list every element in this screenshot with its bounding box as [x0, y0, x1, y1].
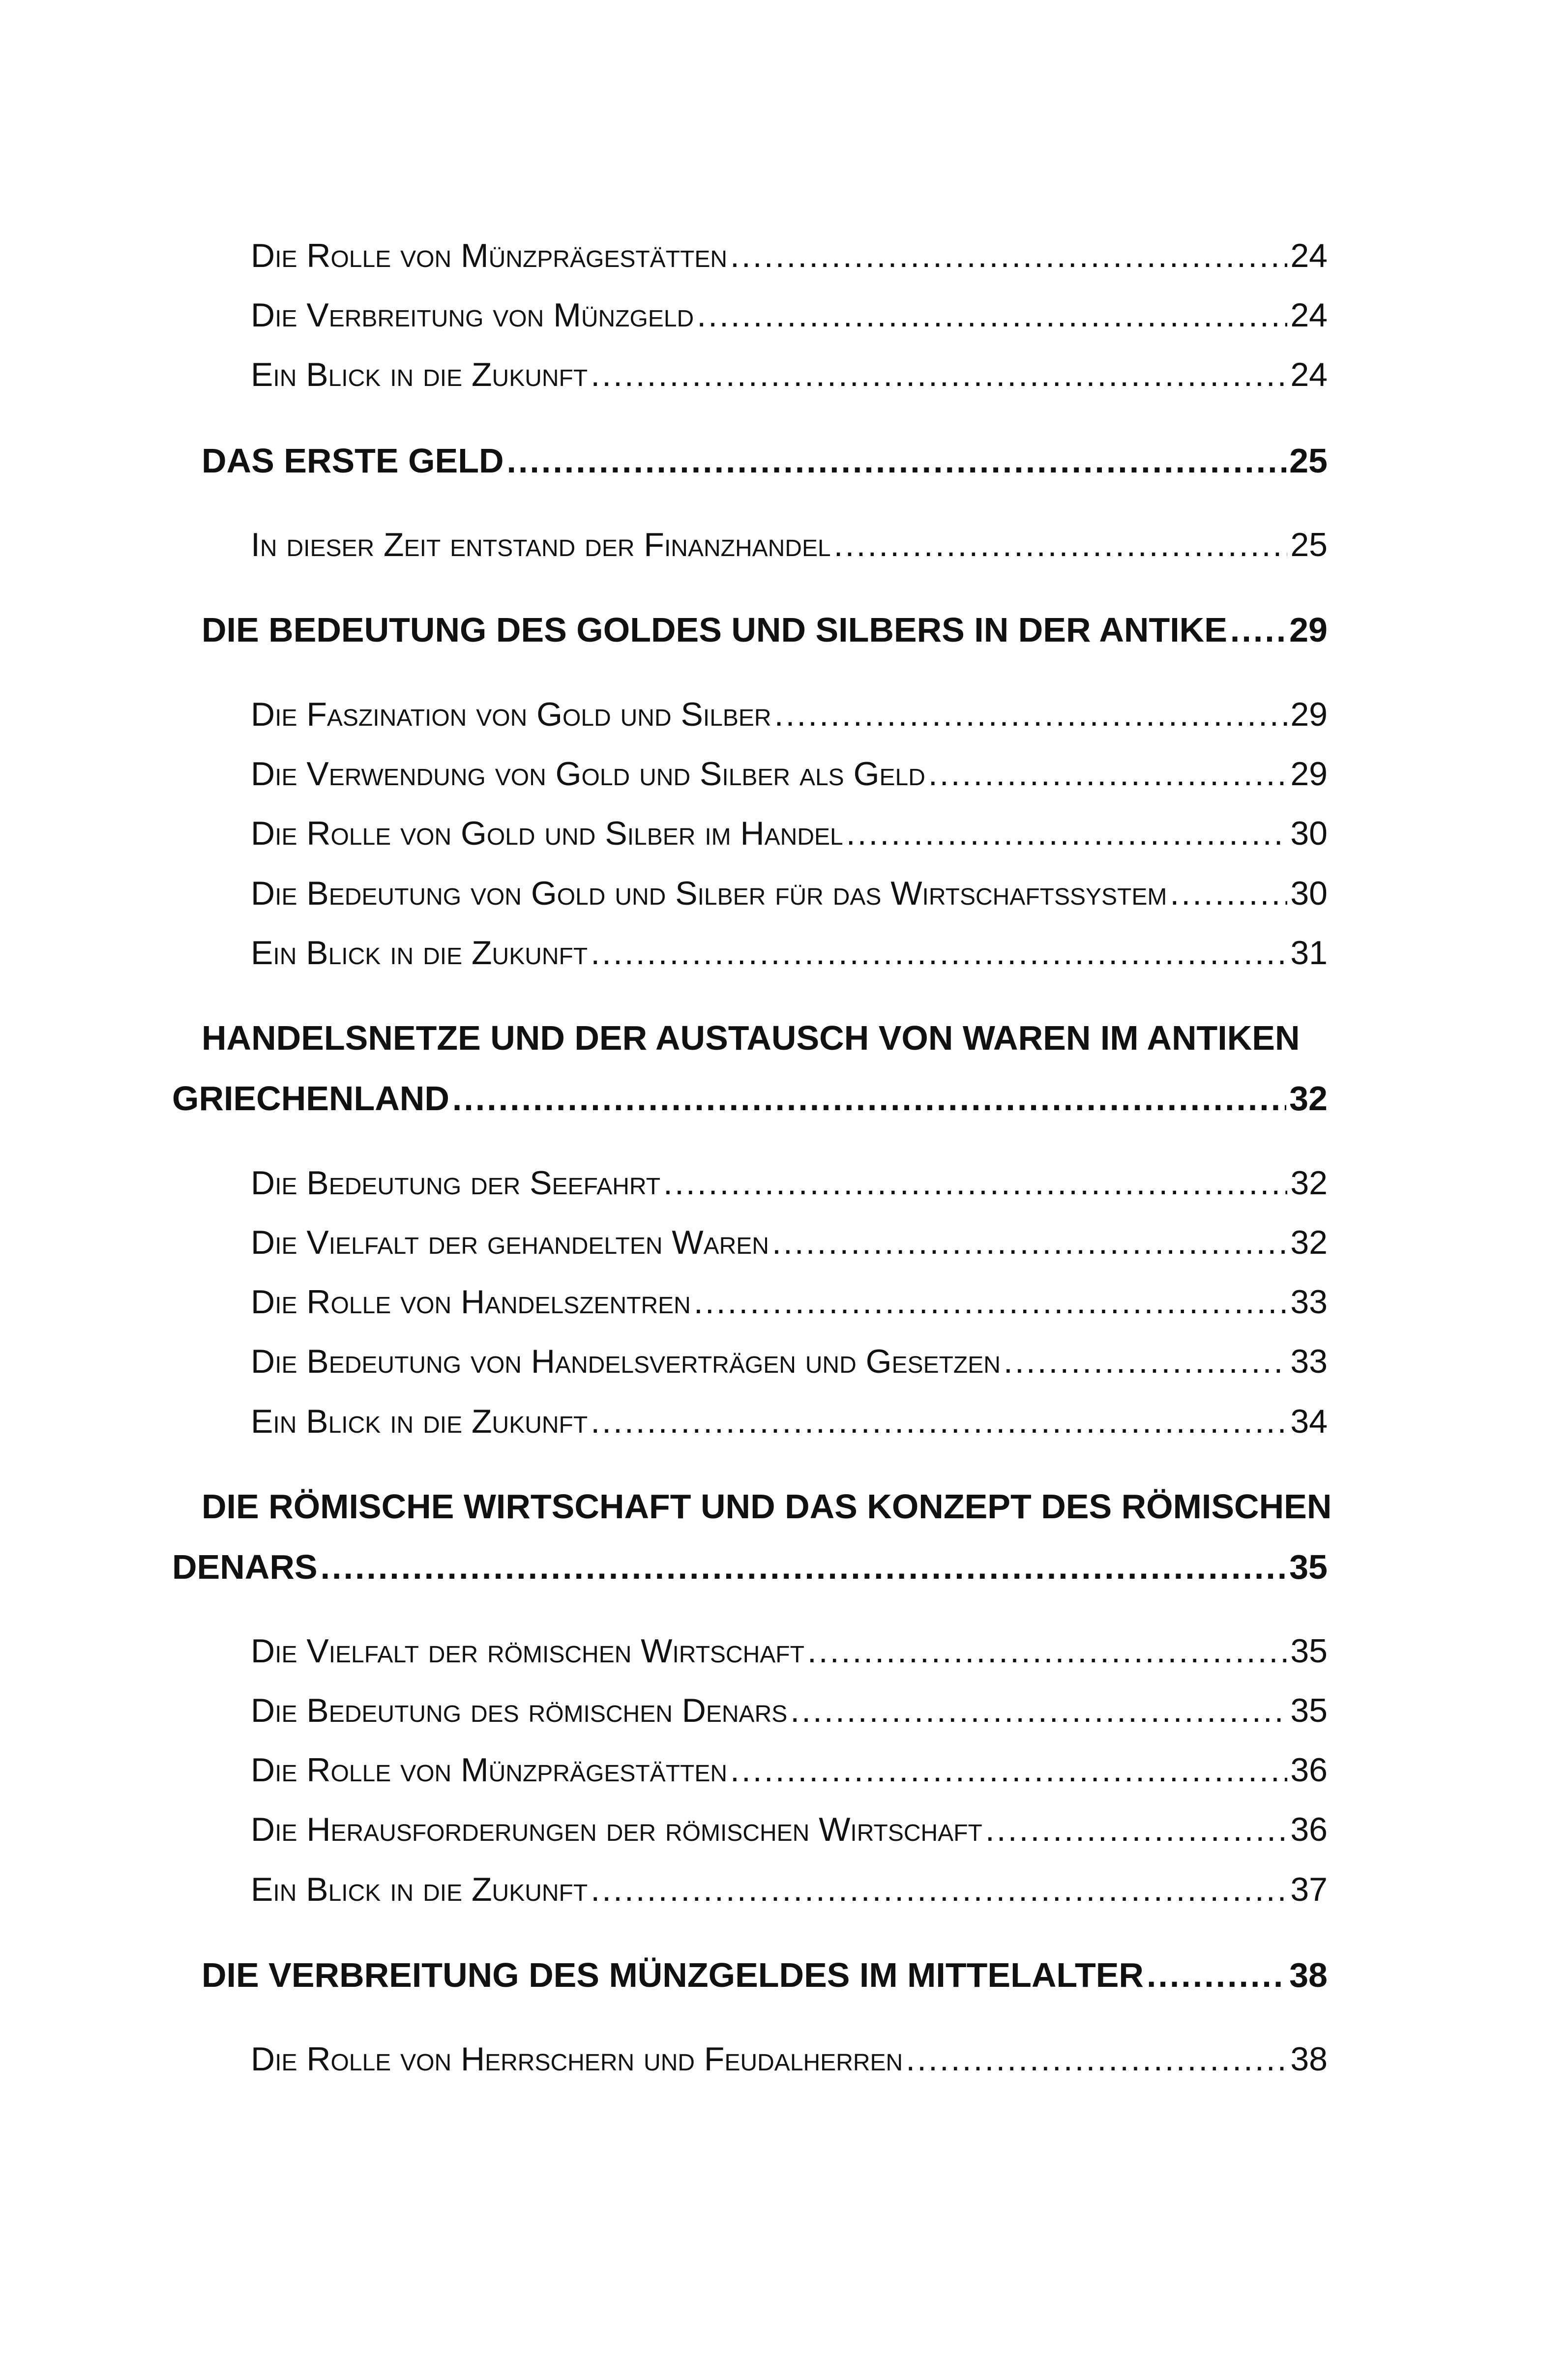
toc-subentry[interactable] — [251, 2037, 1328, 2081]
toc-subentry[interactable] — [251, 1688, 1328, 1733]
dot-leader — [772, 1220, 1287, 1265]
toc-page-number: 30 — [1290, 815, 1328, 852]
toc-page-number: 32 — [1290, 1224, 1328, 1261]
dot-leader — [663, 1161, 1287, 1205]
toc-page-number: 24 — [1290, 296, 1328, 334]
toc-page-number: 32 — [1290, 1164, 1328, 1202]
toc-page-number: 24 — [1290, 237, 1328, 274]
toc-entry-title: Ein Blick in die Zukunft — [251, 356, 588, 393]
toc-entry-title: Die Bedeutung des römischen Denars — [251, 1692, 788, 1729]
toc-page-number: 33 — [1290, 1343, 1328, 1380]
toc-subentry[interactable] — [251, 1748, 1328, 1792]
toc-subentry[interactable] — [251, 293, 1328, 337]
toc-subentry[interactable] — [251, 523, 1328, 567]
toc-chapter-title-line1[interactable]: HANDELSNETZE UND DER AUSTAUSCH VON WAREN IM ANTIKEN — [202, 1019, 1300, 1057]
toc-entry-title: Die Bedeutung von Gold und Silber für das Wirtschaftssystem — [251, 875, 1167, 912]
toc-entry-title: Ein Blick in die Zukunft — [251, 1871, 588, 1908]
toc-page-number: 35 — [1289, 1548, 1328, 1586]
toc-page-number: 25 — [1290, 526, 1328, 563]
toc-entry-title: Ein Blick in die Zukunft — [251, 934, 588, 972]
dot-leader — [507, 438, 1287, 484]
toc-subentry[interactable] — [251, 811, 1328, 856]
dot-leader — [985, 1807, 1288, 1852]
dot-leader — [906, 2037, 1287, 2081]
toc-subentry[interactable] — [251, 871, 1328, 915]
toc-page-number: 29 — [1289, 611, 1328, 649]
toc-page-number: 35 — [1290, 1632, 1328, 1670]
toc-subentry[interactable] — [251, 931, 1328, 975]
toc-subentry[interactable] — [251, 1399, 1328, 1444]
toc-page-number: 30 — [1290, 875, 1328, 912]
toc-entry-title: Die Bedeutung von Handelsverträgen und Gesetzen — [251, 1343, 1001, 1380]
dot-leader — [591, 1867, 1287, 1912]
dot-leader — [591, 353, 1287, 397]
toc-subentry[interactable] — [251, 1339, 1328, 1384]
dot-leader — [321, 1544, 1287, 1591]
dot-leader — [774, 692, 1288, 737]
toc-entry-title: Die Rolle von Gold und Silber im Handel — [251, 815, 843, 852]
toc-entry-title: Die Rolle von Handelszentren — [251, 1283, 691, 1321]
toc-page-number: 29 — [1290, 755, 1328, 793]
toc-entry-title: Die Rolle von Münzprägestätten — [251, 1751, 728, 1789]
toc-page-number: 31 — [1290, 934, 1328, 972]
toc-page-number: 36 — [1290, 1811, 1328, 1848]
toc-page-number: 36 — [1290, 1751, 1328, 1789]
toc-entry-title: GRIECHENLAND — [172, 1079, 449, 1118]
toc-subentry[interactable] — [251, 1807, 1328, 1852]
toc-entry-title: Die Verbreitung von Münzgeld — [251, 296, 694, 334]
toc-subentry[interactable] — [251, 1280, 1328, 1324]
dot-leader — [452, 1075, 1286, 1122]
toc-chapter[interactable] — [202, 438, 1328, 484]
toc-entry-title: DIE VERBREITUNG DES MÜNZGELDES IM MITTELALTER — [202, 1956, 1144, 1994]
toc-chapter[interactable] — [172, 1075, 1328, 1122]
dot-leader — [928, 752, 1288, 796]
toc-entry-title: Ein Blick in die Zukunft — [251, 1403, 588, 1440]
toc-entry-title: Die Bedeutung der Seefahrt — [251, 1164, 661, 1202]
toc-subentry[interactable] — [251, 1867, 1328, 1912]
toc-chapter[interactable] — [172, 1544, 1328, 1591]
toc-subentry[interactable] — [251, 692, 1328, 737]
toc-entry-title: DAS ERSTE GELD — [202, 442, 504, 480]
toc-entry-title: DENARS — [172, 1548, 318, 1586]
toc-entry-title: Die Herausforderungen der römischen Wirtschaft — [251, 1811, 982, 1848]
dot-leader — [694, 1280, 1288, 1324]
dot-leader — [807, 1629, 1287, 1673]
toc-page-number: 24 — [1290, 356, 1328, 393]
toc-chapter-title-line1[interactable]: DIE RÖMISCHE WIRTSCHAFT UND DAS KONZEPT DES RÖMISCHEN — [202, 1487, 1332, 1526]
dot-leader — [1170, 871, 1287, 915]
dot-leader — [1147, 1952, 1286, 1999]
toc-subentry[interactable] — [251, 1629, 1328, 1673]
toc-subentry[interactable] — [251, 234, 1328, 278]
toc-page-number: 38 — [1289, 1956, 1328, 1994]
toc-subentry[interactable] — [251, 1220, 1328, 1265]
toc-entry-title: Die Faszination von Gold und Silber — [251, 696, 771, 733]
dot-leader — [697, 293, 1287, 337]
dot-leader — [591, 931, 1287, 975]
toc-entry-title: Die Verwendung von Gold und Silber als Geld — [251, 755, 925, 793]
dot-leader — [730, 1748, 1287, 1792]
toc-entry-title: Die Rolle von Herrschern und Feudalherren — [251, 2040, 903, 2078]
toc-page-number: 25 — [1289, 442, 1328, 480]
dot-leader — [790, 1688, 1287, 1733]
toc-entry-title: DIE BEDEUTUNG DES GOLDES UND SILBERS IN DER ANTIKE — [202, 611, 1227, 649]
toc-page-number: 32 — [1289, 1079, 1328, 1118]
toc-subentry[interactable] — [251, 1161, 1328, 1205]
dot-leader — [846, 811, 1288, 856]
dot-leader — [1230, 607, 1286, 653]
toc-chapter[interactable] — [202, 1952, 1328, 1999]
toc-page-number: 37 — [1290, 1871, 1328, 1908]
dot-leader — [834, 523, 1288, 567]
toc-page-number: 33 — [1290, 1283, 1328, 1321]
toc-entry-title: Die Vielfalt der gehandelten Waren — [251, 1224, 769, 1261]
toc-subentry[interactable] — [251, 353, 1328, 397]
toc-page-number: 34 — [1290, 1403, 1328, 1440]
dot-leader — [1004, 1339, 1287, 1384]
dot-leader — [591, 1399, 1287, 1444]
toc-entry-title: Die Rolle von Münzprägestätten — [251, 237, 728, 274]
dot-leader — [730, 234, 1287, 278]
toc-entry-title: Die Vielfalt der römischen Wirtschaft — [251, 1632, 804, 1670]
toc-page-number: 38 — [1290, 2040, 1328, 2078]
toc-page-number: 29 — [1290, 696, 1328, 733]
toc-entry-title: In dieser Zeit entstand der Finanzhandel — [251, 526, 831, 563]
toc-chapter[interactable] — [202, 607, 1328, 653]
toc-page-number: 35 — [1290, 1692, 1328, 1729]
toc-subentry[interactable] — [251, 752, 1328, 796]
